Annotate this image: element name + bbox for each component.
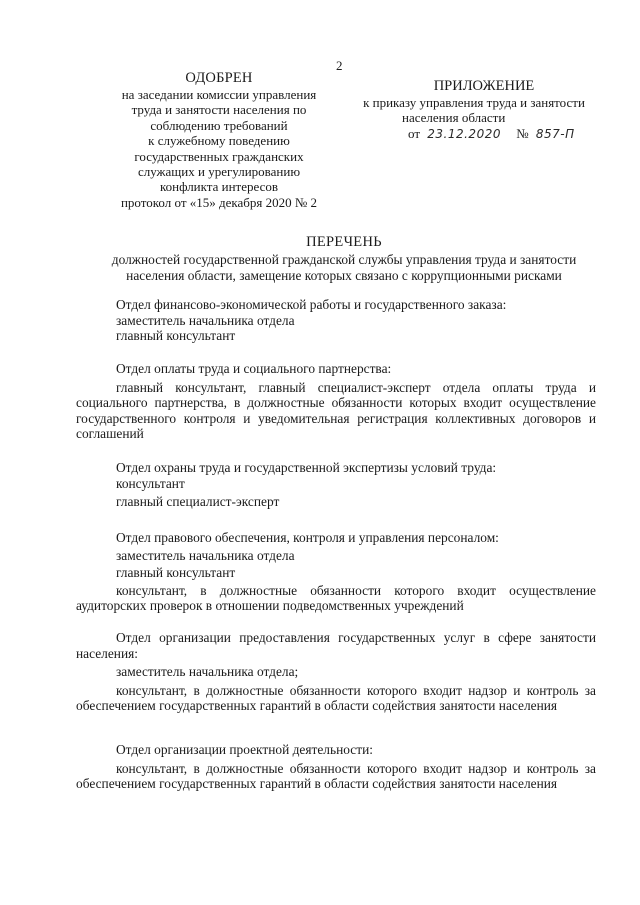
page-number: 2 [336,58,343,73]
section-heading: Отдел правового обеспечения, контроля и управления персоналом: [116,530,499,545]
section-labor-safety [76,460,596,510]
position-item: заместитель начальника отдела; [116,664,299,680]
handwritten-number: 857-П [535,126,575,141]
position-paragraph: консультант, в должностные обязанности которого входит надзор и контроль за обеспечением государственных гарантий в области содействия занятости населения [76,682,596,714]
approval-line: труда и занятости населения по [131,102,307,118]
section-finance [76,297,596,344]
section-heading: Отдел охраны труда и государственной экспертизы условий труда: [116,460,497,475]
position-item: главный консультант [116,328,236,344]
section-heading: Отдел организации предоставления государственных услуг в сфере занятости населения: [76,630,596,661]
position-item: главный специалист-эксперт [116,494,280,510]
section-heading: Отдел организации проектной деятельности: [116,742,373,757]
appendix-date-line [336,126,612,142]
approval-line: соблюдению требований [150,117,288,133]
appendix-block [336,78,612,142]
section-public-services [76,630,596,714]
section-legal [76,530,596,614]
appendix-title: ПРИЛОЖЕНИЕ [433,78,535,94]
position-item: заместитель начальника отдела [116,547,295,563]
section-projects [76,742,596,792]
approval-protocol: протокол от «15» декабря 2020 № 2 [120,194,318,210]
position-paragraph: консультант, в должностные обязанности которого входит надзор и контроль за обеспечением государственных гарантий в области содействия занятости населения [76,760,596,792]
approval-line: служащих и урегулированию [137,164,301,180]
list-subtitle-line: населения области, замещение которых связано с коррупционными рисками [126,268,562,283]
position-item: заместитель начальника отдела [116,312,295,328]
date-prefix: от [408,125,421,141]
position-paragraph: консультант, в должностные обязанности которого входит осуществление аудиторских проверок в отношении подведомственных учреждений [76,582,596,614]
list-subtitle-line: должностей государственной гражданской службы управления труда и занятости [111,252,577,267]
number-prefix: № [516,125,529,141]
approval-block [94,70,344,210]
section-heading: Отдел финансово-экономической работы и государственного заказа: [116,297,507,312]
approval-line: на заседании комиссии управления [121,87,317,102]
position-item: консультант [116,475,185,491]
appendix-region-line: населения области [402,110,506,126]
appendix-order-line: к приказу управления труда и занятости [363,95,585,110]
section-wages [76,361,596,442]
approval-line: конфликта интересов [159,179,279,195]
position-item: главный консультант [116,565,236,581]
approval-line: государственных гражданских [134,148,304,164]
approval-title: ОДОБРЕН [185,70,253,86]
list-subtitle [84,252,604,284]
section-heading: Отдел оплаты труда и социального партнерства: [116,361,392,376]
approval-line: к служебному поведению [148,133,290,149]
list-title: ПЕРЕЧЕНЬ [306,234,382,250]
handwritten-date: 23.12.2020 [427,126,501,141]
position-paragraph: главный консультант, главный специалист-эксперт отдела оплаты труда и социального партнерства, в должностные обязанности которых входит осуществление государственного контроля и уведомительная регистрация коллективных договоров и соглашений [76,379,596,442]
